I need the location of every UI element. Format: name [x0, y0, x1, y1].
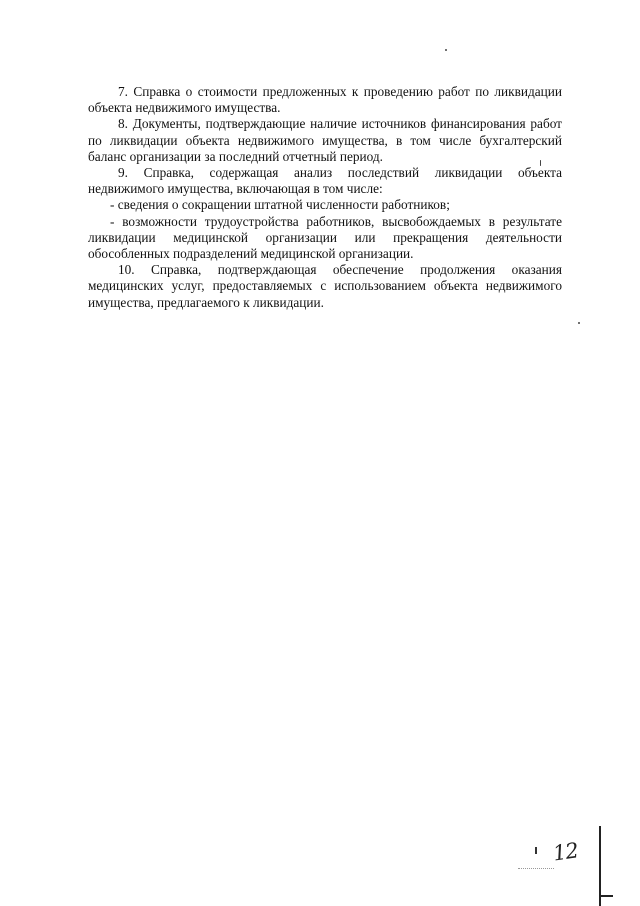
paragraph-item-9: 9. Справка, содержащая анализ последствий ликвидации объекта недвижимого имущества, включающая в том числе:: [88, 165, 562, 197]
scan-speck: [445, 49, 447, 51]
paragraph-item-8: 8. Документы, подтверждающие наличие источников финансирования работ по ликвидации объекта недвижимого имущества, в том числе бухгалтерский баланс организации за последний отчетный период.: [88, 116, 562, 164]
handwritten-page-number: 12: [551, 838, 580, 866]
margin-bracket-vertical: [599, 826, 601, 906]
paragraph-item-10: 10. Справка, подтверждающая обеспечение продолжения оказания медицинских услуг, предоставляемых с использованием объекта недвижимого имущества, предлагаемого к ликвидации.: [88, 262, 562, 310]
scan-speck: [578, 322, 580, 324]
paragraph-subitem-employment: - возможности трудоустройства работников, высвобождаемых в результате ликвидации медицинской организации или прекращения деятельности обособленных подразделений медицинской организации.: [88, 213, 562, 262]
handwritten-tick-mark: [535, 847, 537, 854]
dotted-underline: [518, 868, 554, 869]
document-body: [88, 84, 562, 311]
paragraph-item-7: 7. Справка о стоимости предложенных к проведению работ по ликвидации объекта недвижимого имущества.: [88, 84, 562, 116]
margin-bracket-horizontal: [599, 895, 613, 897]
paragraph-subitem-staff-reduction: - сведения о сокращении штатной численности работников;: [110, 197, 450, 213]
